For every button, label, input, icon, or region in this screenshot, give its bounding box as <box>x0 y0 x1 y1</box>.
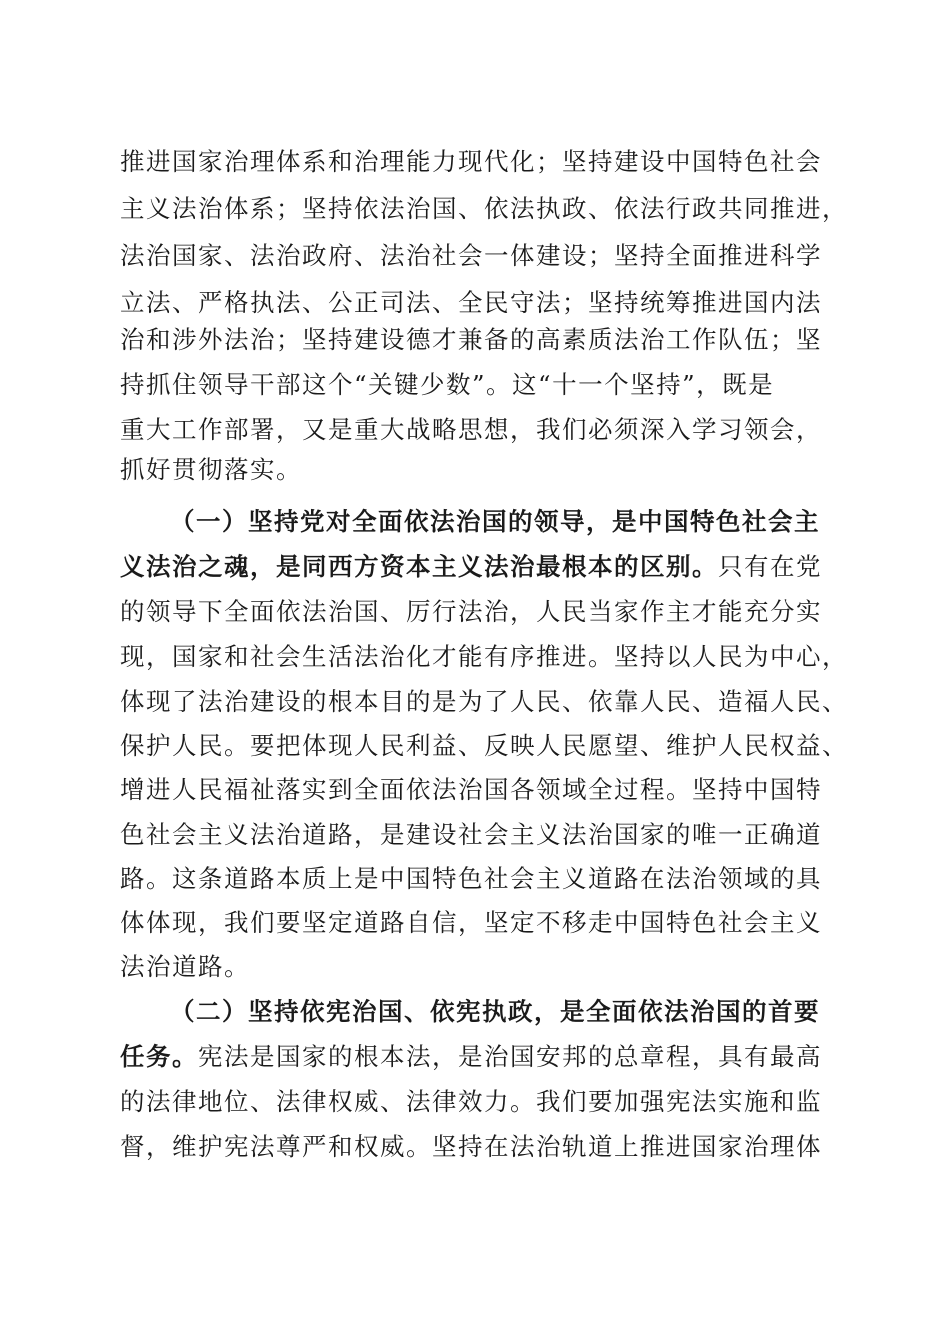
section2-heading-line-2: 任务。 <box>120 1042 198 1071</box>
section1-line-4: 现，国家和社会生活法治化才能有序推进。坚持以人民为中心， <box>120 642 848 671</box>
section1-line-2 <box>120 547 822 587</box>
section1-line-8: 色社会主义法治道路，是建设社会主义法治国家的唯一正确道 <box>120 820 822 849</box>
section1-line-9: 路。这条道路本质上是中国特色社会主义道路在法治领域的具 <box>120 864 822 893</box>
section1-line-10: 体体现，我们要坚定道路自信，坚定不移走中国特色社会主义 <box>120 908 822 937</box>
section1-line-5: 体现了法治建设的根本目的是为了人民、依靠人民、造福人民、 <box>120 687 848 716</box>
intro-line-1: 推进国家治理体系和治理能力现代化；坚持建设中国特色社会 <box>120 147 822 176</box>
intro-line-5: 治和涉外法治；坚持建设德才兼备的高素质法治工作队伍；坚 <box>120 325 822 354</box>
intro-line-3: 法治国家、法治政府、法治社会一体建设；坚持全面推进科学 <box>120 241 822 270</box>
section1-line-11: 法治道路。 <box>120 952 250 981</box>
section1-line-6: 保护人民。要把体现人民利益、反映人民愿望、维护人民权益、 <box>120 731 848 760</box>
intro-line-4: 立法、严格执法、公正司法、全民守法；坚持统筹推进国内法 <box>120 288 822 317</box>
section1-body-start: 只有在党 <box>718 552 822 581</box>
intro-line-7: 重大工作部署，又是重大战略思想，我们必须深入学习领会， <box>120 415 822 444</box>
section2-line-3: 的法律地位、法律权威、法律效力。我们要加强宪法实施和监 <box>120 1087 822 1116</box>
section1-line-7: 增进人民福祉落实到全面依法治国各领域全过程。坚持中国特 <box>120 775 822 804</box>
intro-line-8: 抓好贯彻落实。 <box>120 455 302 484</box>
section2-heading-line-1: （二）坚持依宪治国、依宪执政，是全面依法治国的首要 <box>170 997 820 1026</box>
intro-line-2: 主义法治体系；坚持依法治国、依法执政、依法行政共同推进， <box>120 194 848 223</box>
section1-heading-line-1: （一）坚持党对全面依法治国的领导，是中国特色社会主 <box>170 507 820 536</box>
intro-line-6: 持抓住领导干部这个“关键少数”。这“十一个坚持”，既是 <box>120 370 775 399</box>
section1-line-3: 的领导下全面依法治国、厉行法治，人民当家作主才能充分实 <box>120 597 822 626</box>
section1-heading-line-2: 义法治之魂，是同西方资本主义法治最根本的区别。 <box>120 552 718 581</box>
section2-line-2 <box>120 1037 822 1077</box>
section2-line-4: 督，维护宪法尊严和权威。坚持在法治轨道上推进国家治理体 <box>120 1132 822 1161</box>
section2-body-start: 宪法是国家的根本法，是治国安邦的总章程，具有最高 <box>198 1042 822 1071</box>
